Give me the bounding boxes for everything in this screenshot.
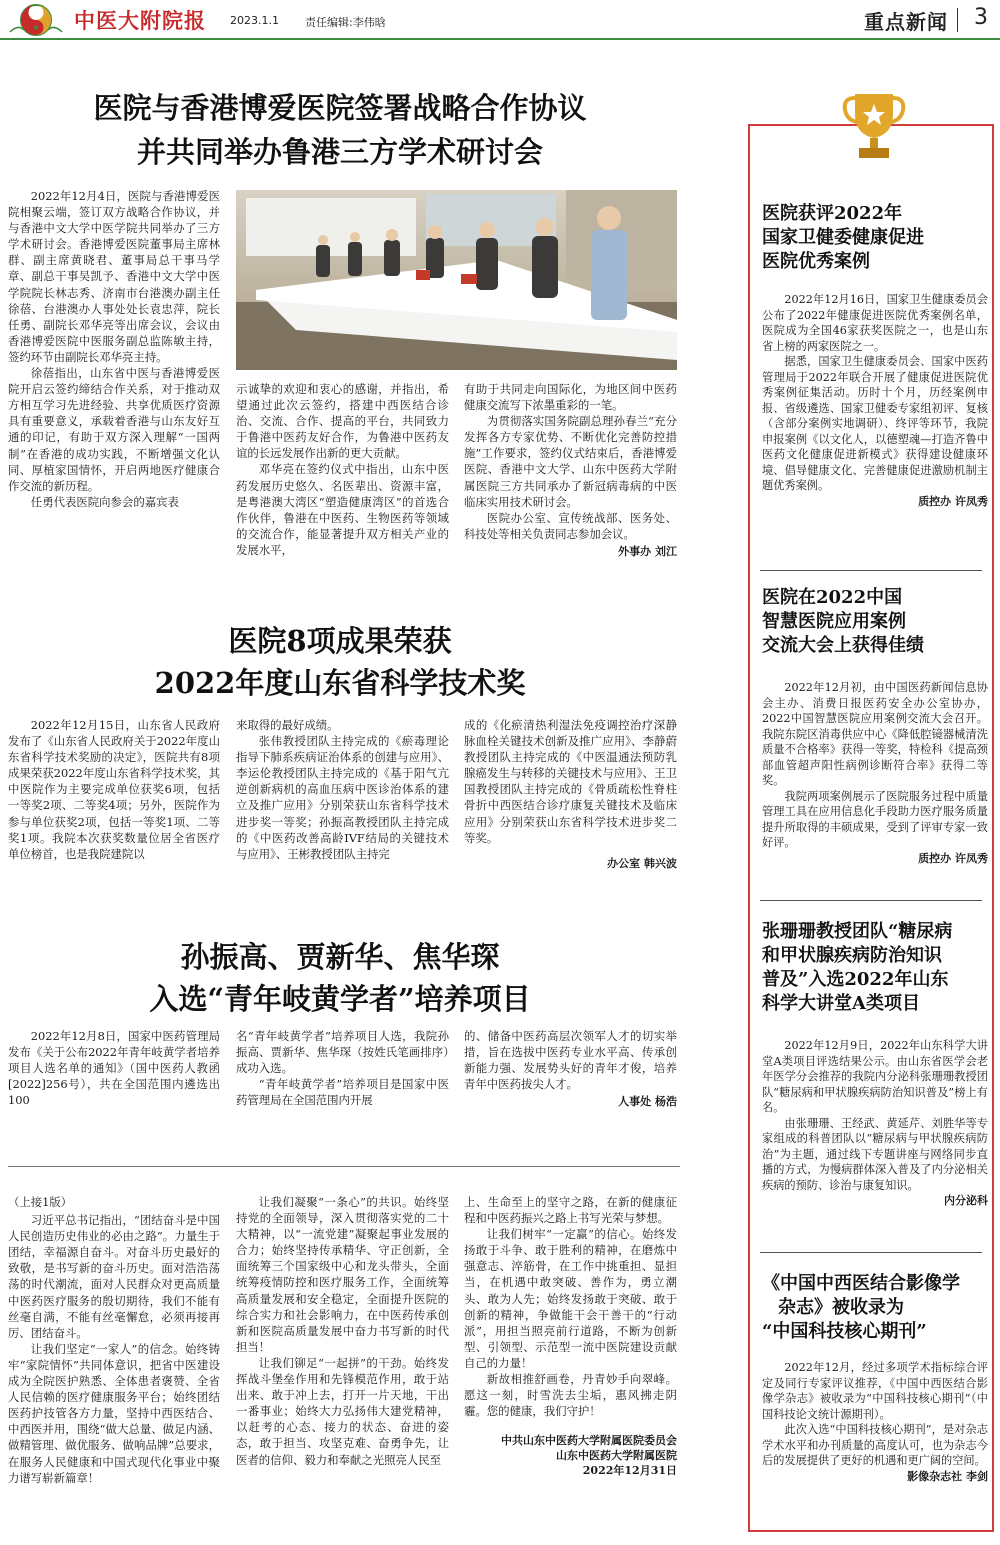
paragraph: 2022年12月9日，2022年山东科学大讲堂A类项目评选结果公示。由山东省医学会老年医学分会推荐的我院内分泌科张珊珊教授团队“糖尿病和甲状腺疾病防治知识普及”榜上有名。 (762, 1039, 988, 1114)
issue-date: 2023.1.1 (230, 14, 279, 27)
article4-col1 (8, 1194, 220, 1486)
title-line: 医院在2022中国 (762, 587, 903, 608)
article2-col1 (8, 717, 220, 862)
paragraph: 让我们凝聚“一条心”的共识。始终坚持党的全面领导，深入贯彻落实党的二十大精神，以“一流党建”凝聚起事业发展的合力；始终坚持传承精华、守正创新，全面统筹三个国家级中心和龙头带头，全面统筹疫情防控和医疗服务工作，全面统筹高质量发展和安全稳定，全面提升医院的综合实力和社会影响力，在中医药传承创新和医院高质量发展中奋力书写新的时代担当！ (236, 1195, 449, 1354)
news-sidebar (748, 124, 994, 1532)
paragraph: 2022年12月16日，国家卫生健康委员会公布了2022年健康促进医院优秀案例名单，医院成为全国46家获奖医院之一，也是山东省上榜的两家医院之一。 (762, 293, 988, 353)
paragraph: “青年岐黄学者”培养项目是国家中医药管理局在全国范围内开展 (236, 1077, 449, 1108)
paragraph: 2022年12月，经过多项学术指标综合评定及同行专家评议推荐，《中国中西医结合影像学杂志》被收录为“中国科技核心期刊”（中国科技论文统计源期刊）。 (762, 1361, 988, 1421)
sidebar-story4-body (762, 1360, 988, 1484)
signature-line: 2022年12月31日 (582, 1464, 677, 1478)
paragraph: 有助于共同走向国际化，为地区间中医药健康交流写下浓墨重彩的一笔。 (464, 382, 677, 413)
sidebar-divider (760, 1252, 982, 1253)
article2-headline (10, 620, 670, 704)
paragraph: 让我们坚定“一家人”的信念。始终铸牢“家院情怀”共同体意识，把省中医建设成为全院医护熟悉、全体患者褒赞、全省人民信赖的医疗健康服务平台；始终团结医药护技管各方力量，坚持中西医结合、中西医并用，围绕“做大总量、做足内涵、做精管理、做优服务、做响品牌”总要求，在服务人民健康和中国式现代化事业中聚力谱写崭新篇章！ (8, 1341, 220, 1485)
sidebar-story2-byline: 质控办 许凤秀 (918, 851, 988, 865)
title-line: 张珊珊教授团队“糖尿病 (762, 921, 953, 942)
trophy-icon (841, 88, 907, 164)
paragraph: 我院两项案例展示了医院服务过程中质量管理工具在应用信息化手段助力医疗服务质量提升所取得的丰硕成果，受到了评审专家一致好评。 (762, 789, 988, 849)
title-line: 杂志》被收录为 (778, 1297, 904, 1318)
paragraph: 示诚挚的欢迎和衷心的感谢，并指出，希望通过此次云签约，搭建中西医结合诊治、交流、合作、提高的平台，共同致力于鲁港中医药友好合作，为鲁港中医药友谊的长远发展作出新的更大贡献。 (236, 382, 449, 461)
sidebar-story4-byline: 影像杂志社 李剑 (907, 1469, 988, 1483)
sidebar-story2-body (762, 680, 988, 866)
paragraph: 任勇代表医院向参会的嘉宾表 (30, 494, 179, 509)
meeting-room-image (236, 190, 677, 370)
headline-line: 入选“青年岐黄学者”培养项目 (149, 982, 531, 1016)
article1-headline (10, 86, 670, 174)
paragraph: 习近平总书记指出，“团结奋斗是中国人民创造历史伟业的必由之路”。力量生于团结，幸福源自奋斗。对奋斗历史最好的致敬，是书写新的奋斗历史。面对浩浩荡荡的时代潮流，面对人民群众对更高质量中医药医疗服务的殷切期待，我们不能有丝毫自满，不能有丝毫懈怠，必须再接再厉、团结奋斗。 (8, 1213, 220, 1340)
title-line: 医院获评2022年 (762, 203, 903, 224)
signature-block (464, 1433, 677, 1478)
title-line: 国家卫健委健康促进 (762, 227, 924, 248)
sidebar-story3-title (762, 920, 952, 1016)
paragraph: 让我们铆足“一起拼”的干劲。始终发挥战斗堡垒作用和先锋模范作用，敢于站出来、敢于冲上去，打开一片天地，干出一番事业；始终大力弘扬伟大建党精神，以赶考的心态、接力的状态、奋进的姿态，敢于担当、攻坚克难、奋勇争先，让医者的信仰、毅力和奉献之光照亮人民至 (236, 1355, 449, 1467)
sidebar-story1-title (762, 202, 924, 274)
article2-byline: 办公室 韩兴波 (607, 856, 677, 870)
paragraph: 名“青年岐黄学者”培养项目人选，我院孙振高、贾新华、焦华琛（按姓氏笔画排序）成功入选。 (236, 1029, 449, 1076)
hospital-logo-icon (6, 2, 66, 38)
paragraph: 据悉，国家卫生健康委员会、国家中医药管理局于2022年联合开展了健康促进医院优秀案例征集活动。历时十个月，历经案例申报、省级遴选、国家卫健委专家组初评、复核（含部分案例实地调研）、终评等环节，我院申报案例《以文化人，以德塑魂—打造齐鲁中医药文化健康促进新模式》获得建设健康环境、倡导健康文化、完善健康促进激励机制主题优秀案例。 (762, 355, 988, 492)
paragraph: 医院办公室、宣传统战部、医务处、科技处等相关负责同志参加会议。 (464, 510, 677, 541)
newspaper-name: 中医大附院报 (74, 8, 206, 33)
paragraph: 由张珊珊、王经武、黄延芹、刘胜华等专家组成的科普团队以“糖尿病与甲状腺疾病防治”为主题，通过线下专题讲座与网络同步直播的方式，为慢病群体深入普及了内分泌相关疾病的预防、诊治与康复知识。 (762, 1116, 988, 1192)
paragraph: 徐蓓指出，山东省中医与香港博爱医院开启云签约缔结合作关系，对于推动双方相互学习先进经验、共享优质医疗资源具有重要意义，承载着香港与山东友好互通的印记，有助于双方深入理解“一国两制”在香港的成功实践，不断增强文化认同、厚植家国情怀，开启两地医疗健康合作交流的新历程。 (8, 366, 220, 493)
responsible-editor: 责任编辑:李伟晗 (305, 16, 386, 29)
paragraph: 来取得的最好成绩。 (236, 718, 339, 732)
article3-col1 (8, 1028, 220, 1108)
paragraph: 2022年12月8日，国家中医药管理局发布《关于公布2022年青年岐黄学者培养项目人选名单的通知》（国中医药人教函[2022]256号），共在全国范围内遴选出100 (8, 1029, 220, 1108)
paragraph: 邓华亮在签约仪式中指出，山东中医药发展历史悠久、名医辈出、资源丰富，是粤港澳大湾区“塑造健康湾区”的首选合作伙伴，鲁港在中医药、生物医药等领域的交流合作，能显著提升双方相关产业的发展水平， (236, 462, 449, 557)
title-line: 普及”入选2022年山东 (762, 969, 949, 990)
headline-line: 医院与香港博爱医院签署战略合作协议 (93, 91, 587, 125)
article1-col2 (236, 381, 449, 558)
article1-col3 (464, 381, 677, 560)
title-line: 《中国中西医结合影像学 (762, 1273, 960, 1294)
page-number: 3 (974, 5, 988, 30)
paragraph: 的、储备中医药高层次领军人才的切实举措，旨在选拔中医药专业水平高、传承创新能力强、发展势头好的青年才俊，培养青年中医药拔尖人才。 (464, 1029, 677, 1092)
paragraph: 2022年12月初，由中国医药新闻信息协会主办、消费日报医药安全办公室协办，2022中国智慧医院应用案例交流大会召开。我院东院区消毒供应中心《降低腔镜器械清洗质量不合格率》获得一等奖，特检科《提高颈部血管超声阳性病例诊断符合率》获得二等奖。 (762, 681, 988, 787)
article3-col2 (236, 1028, 449, 1108)
paragraph: 新故相推舒画卷，丹青妙手向翠峰。愿这一刻，时雪洗去尘垢，惠风拂走阴霾。您的健康，我们守护！ (464, 1372, 677, 1419)
headline-line: 并共同举办鲁港三方学术研讨会 (136, 135, 543, 169)
paragraph: 上、生命至上的坚守之路，在新的健康征程和中医药振兴之路上书写光荣与梦想。 (464, 1195, 677, 1226)
article2-col3 (464, 717, 677, 872)
sidebar-divider (760, 900, 982, 901)
sidebar-story1-byline: 质控办 许凤秀 (918, 494, 988, 508)
paragraph: 2022年12月4日，医院与香港博爱医院相聚云端，签订双方战略合作协议，并与香港中文大学中医学院共同举办了三方学术研讨会。香港博爱医院董事局主席林群、副主席黄晓君、董事局总干事马学章、副总干事吴凯予、香港中文大学中医学院院长林志秀、济南市台港澳办副主任徐蓓、台港澳办人事处处长袁忠萍，院长任勇、副院长邓华亮等出席会议，会议由香港博爱医院中医服务副总监陈敏主持，签约环节由副院长邓华亮主持。 (8, 189, 220, 364)
sidebar-story4-title (762, 1272, 960, 1344)
article3-headline (10, 936, 670, 1020)
paragraph: 让我们树牢“一定赢”的信心。始终发扬敢于斗争、敢于胜利的精神，在磨炼中强意志、淬筋骨，在工作中挑重担、显担当，在机遇中敢突破、善作为，勇立潮头、敢为人先；始终发扬敢于突破、敢于创新的精神，争做能干会干善干的“行动派”，用担当照亮前行道路，不断为创新型、引领型、示范型一流中医院建设贡献自己的力量！ (464, 1227, 677, 1370)
title-line: 科学大讲堂A类项目 (762, 993, 920, 1014)
section-divider (8, 1166, 680, 1167)
article1-byline: 外事办 刘江 (618, 544, 677, 558)
signing-ceremony-photo (236, 190, 677, 370)
sidebar-story2-title (762, 586, 924, 658)
article4-col3 (464, 1194, 677, 1478)
article1-col1 (8, 188, 220, 510)
headline-line: 2022年度山东省科学技术奖 (154, 666, 526, 700)
sidebar-story3-body (762, 1038, 988, 1208)
headline-line: 医院8项成果荣获 (228, 624, 452, 658)
masthead (0, 0, 1000, 40)
signature-line: 中共山东中医药大学附属医院委员会 (501, 1434, 677, 1448)
title-line: 智慧医院应用案例 (762, 611, 906, 632)
title-line: “中国科技核心期刊” (762, 1321, 927, 1342)
title-line: 医院优秀案例 (762, 251, 870, 272)
title-line: 交流大会上获得佳绩 (762, 635, 924, 656)
article2-col2 (236, 717, 449, 862)
title-line: 和甲状腺疾病防治知识 (762, 945, 942, 966)
article3-col3 (464, 1028, 677, 1110)
continued-note: （上接1版） (8, 1195, 73, 1209)
article4-col2 (236, 1194, 449, 1468)
paragraph: 2022年12月15日，山东省人民政府发布了《山东省人民政府关于2022年度山东省科学技术奖励的决定》，医院共有8项成果荣获2022年度山东省科学技术奖，其中医院作为主要完成单位获奖6项，包括一等奖2项、二等奖4项；另外，医院作为参与单位获奖2项，包括一等奖1项、二等奖1项。我院本次获奖数量位居全省医疗单位榜首，也是我院建院以 (8, 718, 220, 861)
paragraph: 为贯彻落实国务院副总理孙春兰“充分发挥各方专家优势、不断优化完善防控措施”工作要求，签约仪式结束后，香港博爱医院、香港中文大学、山东中医药大学附属医院三方共同承办了新冠病毒病的中医临床实用技术研讨会。 (464, 414, 677, 509)
paragraph: 成的《化瘀清热利湿法免疫调控治疗深静脉血栓关键技术创新及推广应用》、李静蔚教授团队主持完成的《中医温通法预防乳腺癌发生与转移的关键技术与应用》、王卫国教授团队主持完成的《骨质疏松性脊柱骨折中西医结合诊疗康复关键技术及临床应用》分别荣获山东省科学技术进步奖二等奖。 (464, 718, 677, 845)
sidebar-story1-body (762, 292, 988, 509)
sidebar-divider (760, 570, 982, 571)
article3-byline: 人事处 杨浩 (618, 1095, 677, 1109)
section-name: 重点新闻 (864, 10, 948, 34)
paragraph: 此次入选“中国科技核心期刊”，是对杂志学术水平和办刊质量的高度认可，也为杂志今后的发展提供了更好的机遇和更广阔的空间。 (762, 1423, 988, 1467)
headline-line: 孙振高、贾新华、焦华琛 (180, 940, 500, 974)
masthead-divider (957, 8, 958, 32)
sidebar-story3-byline: 内分泌科 (944, 1194, 988, 1207)
paragraph: 张伟教授团队主持完成的《瘀毒理论指导下肺系疾病证治体系的创建与应用》、李运伦教授团队主持完成的《基于阳气亢逆创新病机的高血压病中医诊治体系的建立及推广应用》分别荣获山东省科学技术进步奖一等奖；孙振高教授团队主持完成的《中医药改善高龄IVF结局的关键技术与应用》、王彬教授团队主持完 (236, 734, 449, 861)
signature-line: 山东中医药大学附属医院 (556, 1449, 677, 1463)
